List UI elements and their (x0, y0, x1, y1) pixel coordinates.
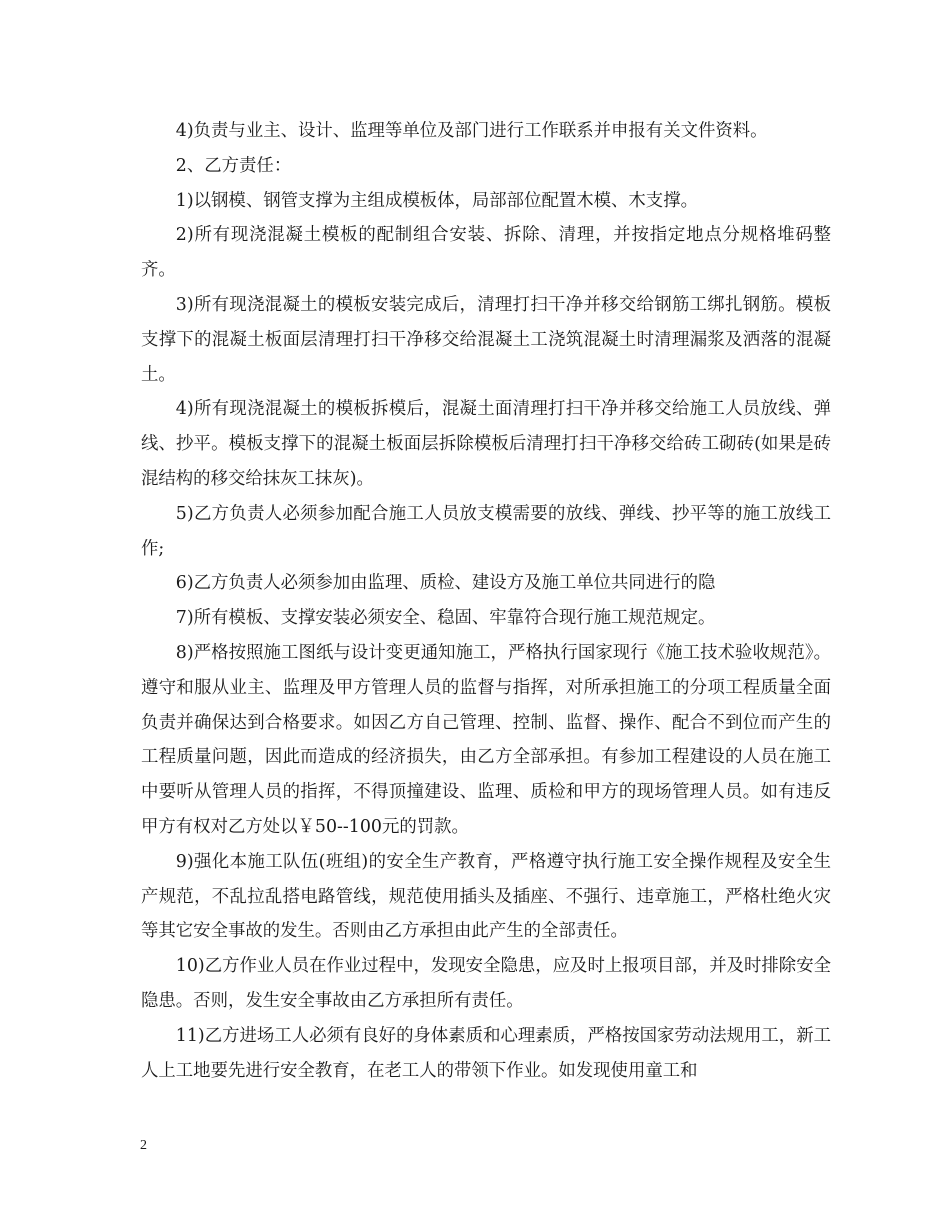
document-body (141, 114, 831, 1088)
paragraph-7: 5)乙方负责人必须参加配合施工人员放支模需要的放线、弹线、抄平等的施工放线工作; (141, 503, 831, 559)
paragraph-1: 4)负责与业主、设计、监理等单位及部门进行工作联系并申报有关文件资料。 (175, 121, 768, 141)
paragraph-3: 1)以钢模、钢管支撑为主组成模板体，局部部位配置木模、木支撑。 (175, 190, 698, 211)
paragraph-8: 6)乙方负责人必须参加由监理、质检、建设方及施工单位共同进行的隐 (175, 573, 716, 594)
paragraph-13: 11)乙方进场工人必须有良好的身体素质和心理素质，严格按国家劳动法规用工，新工人上工地要先进行安全教育，在老工人的带领下作业。如发现使用童工和 (141, 1025, 831, 1081)
paragraph-11: 9)强化本施工队伍(班组)的安全生产教育，严格遵守执行施工安全操作规程及安全生产规范，不乱拉乱搭电路管线，规范使用插头及插座、不强行、违章施工，严格杜绝火灾等其它安全事故的发生。否则由乙方承担由此产生的全部责任。 (141, 851, 831, 942)
section-heading-party-b: 2、乙方责任： (175, 155, 292, 176)
paragraph-6: 4)所有现浇混凝土的模板拆模后，混凝土面清理打扫干净并移交给施工人员放线、弹线、抄平。模板支撑下的混凝土板面层拆除模板后清理打扫干净移交给砖工砌砖(如果是砖混结构的移交给抹灰工抹灰)。 (141, 399, 831, 489)
paragraph-9: 7)所有模板、支撑安装必须安全、稳固、牢靠符合现行施工规范规定。 (175, 608, 716, 629)
paragraph-10: 8)严格按照施工图纸与设计变更通知施工，严格执行国家现行《施工技术验收规范》。遵守和服从业主、监理及甲方管理人员的监督与指挥，对所承担施工的分项工程质量全面负责并确保达到合格要求。如因乙方自己管理、控制、监督、操作、配合不到位而产生的工程质量问题，因此而造成的经济损失，由乙方全部承担。有参加工程建设的人员在施工中要听从管理人员的指挥，不得顶撞建设、监理、质检和甲方的现场管理人员。如有违反甲方有权对乙方处以￥50--100元的罚款。 (141, 642, 831, 837)
paragraph-12: 10)乙方作业人员在作业过程中，发现安全隐患，应及时上报项目部，并及时排除安全隐患。否则，发生安全事故由乙方承担所有责任。 (141, 956, 831, 1011)
paragraph-4: 2)所有现浇混凝土模板的配制组合安装、拆除、清理，并按指定地点分规格堆码整齐。 (141, 225, 831, 281)
page-number: 2 (140, 1138, 147, 1153)
paragraph-5: 3)所有现浇混凝土的模板安装完成后，清理打扫干净并移交给钢筋工绑扎钢筋。模板支撑下的混凝土板面层清理打扫干净移交给混凝土工浇筑混凝土时清理漏浆及洒落的混凝土。 (141, 294, 831, 385)
